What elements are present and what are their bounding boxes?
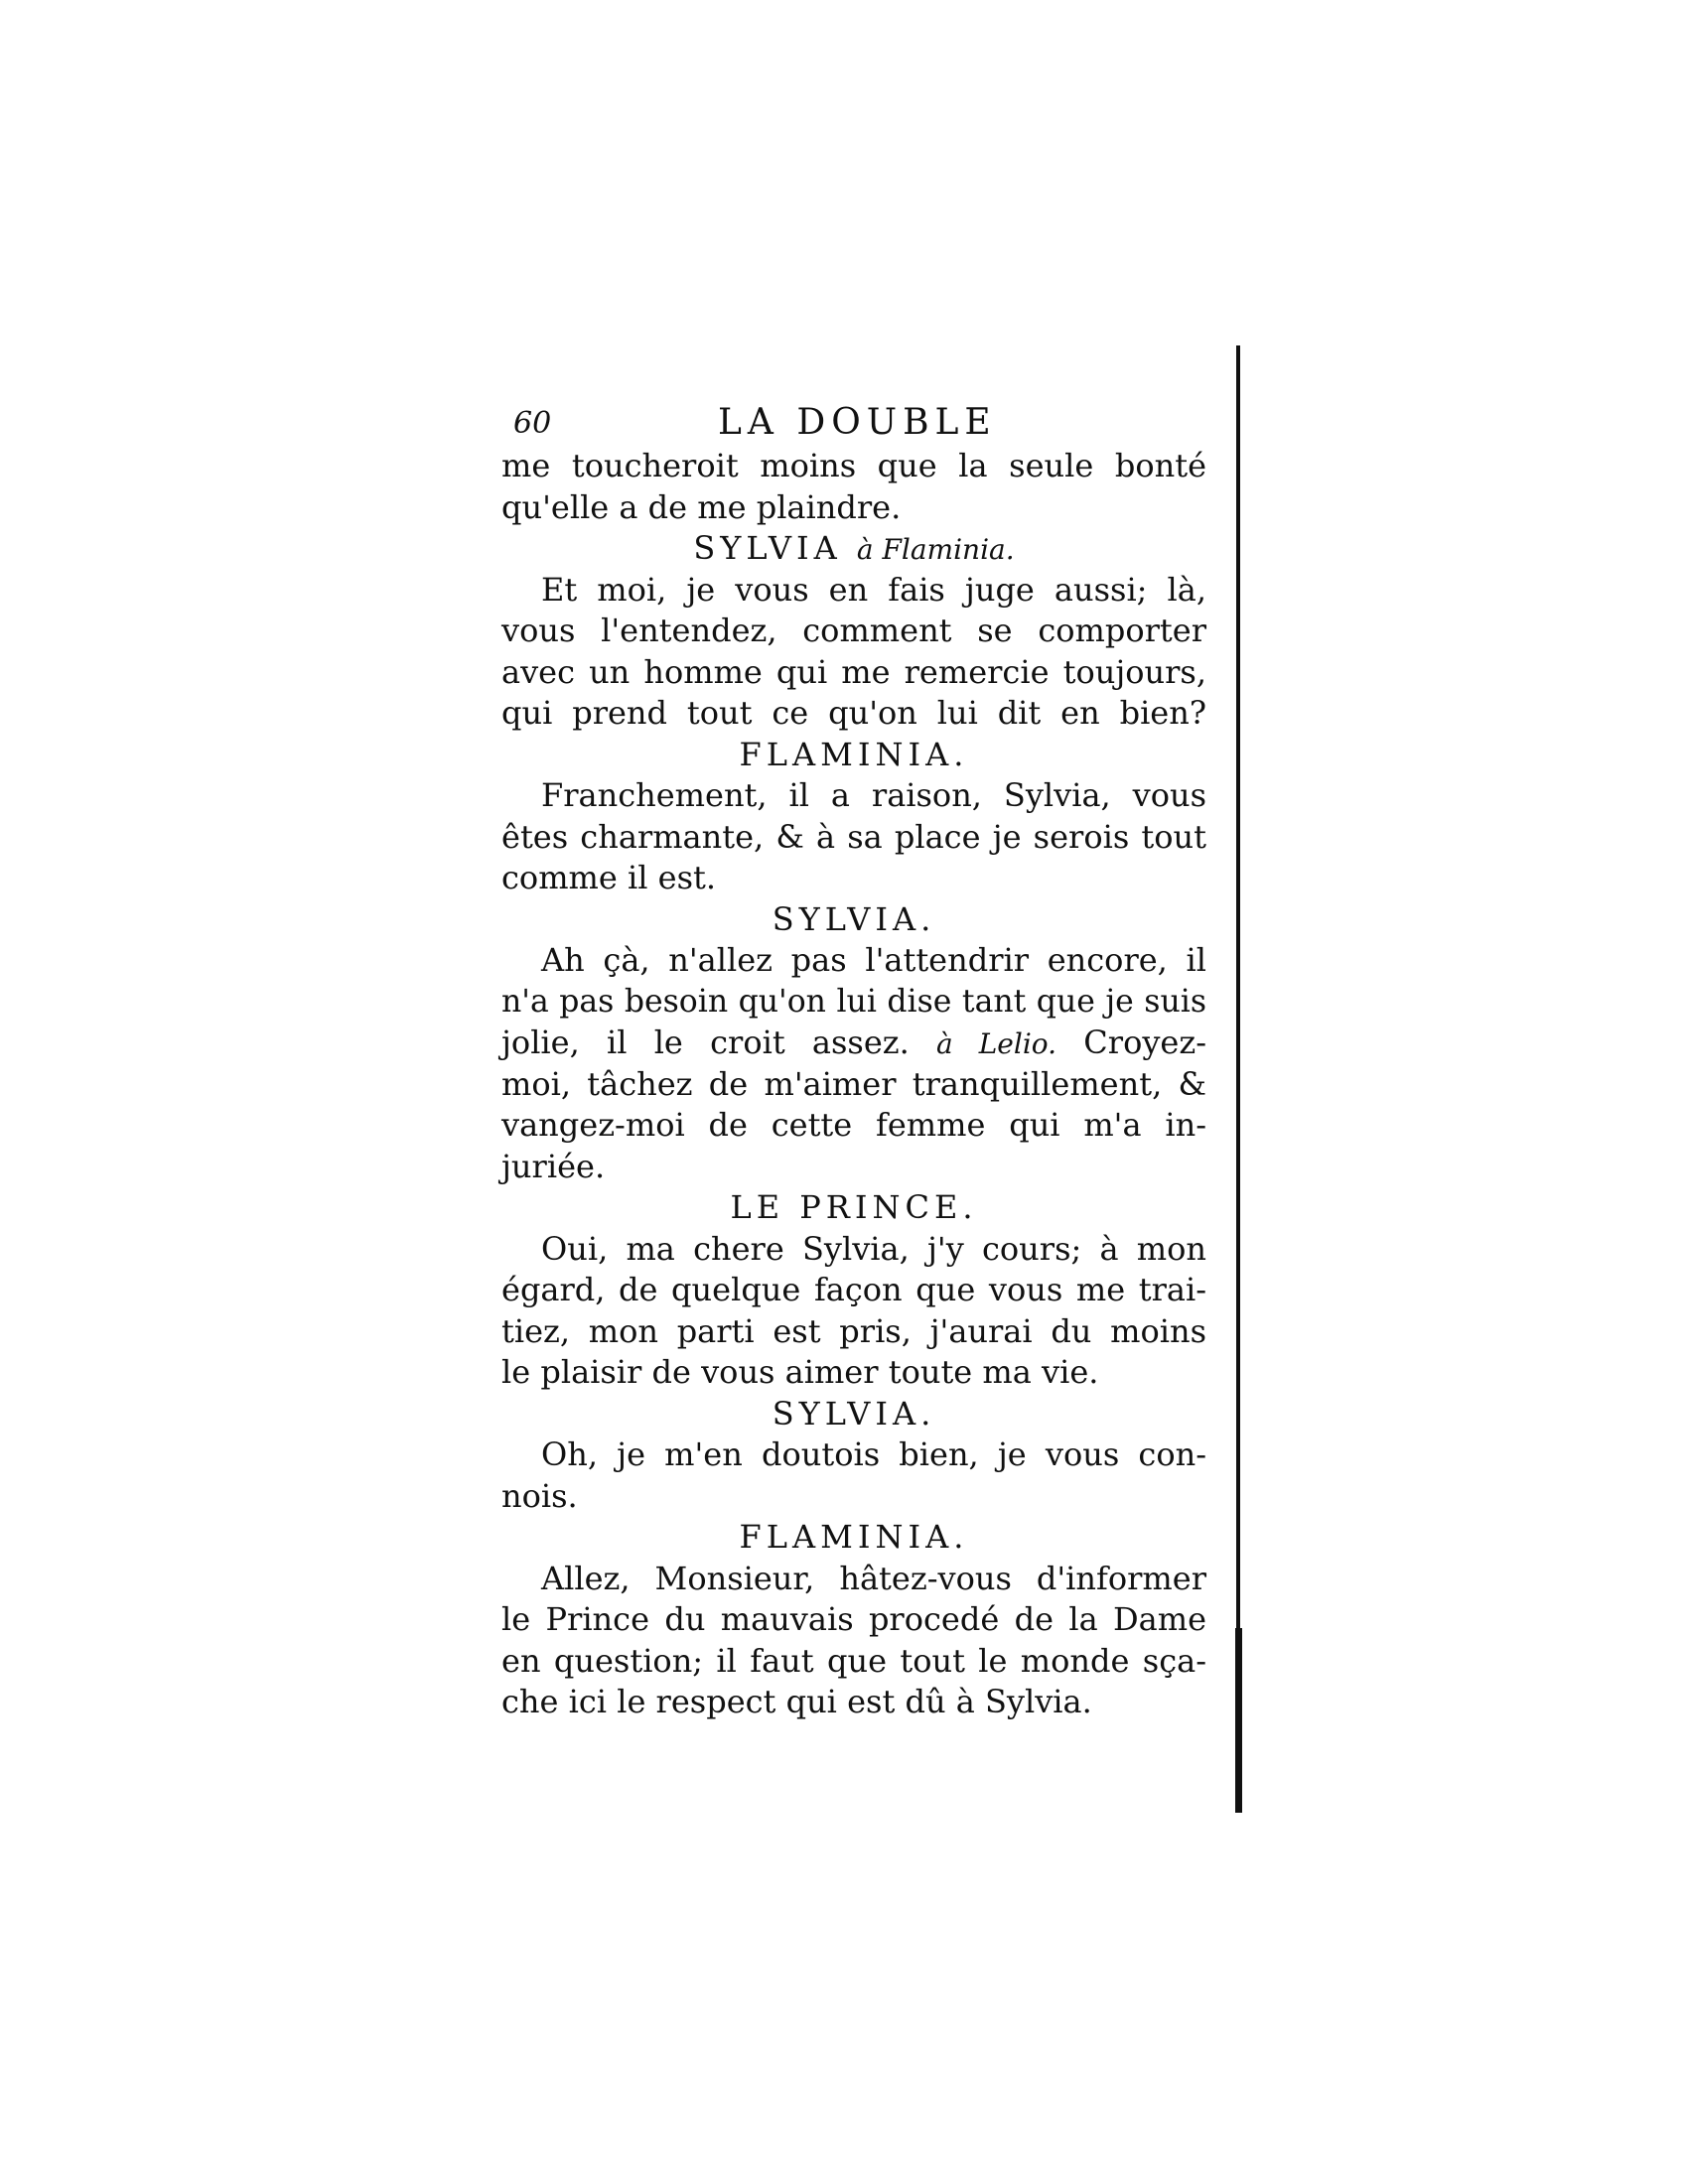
speaker-heading xyxy=(501,1517,1206,1559)
text-line: vous l'entendez, comment se comporter xyxy=(501,612,1206,649)
text-line: Et moi, je vous en fais juge aussi; là, xyxy=(541,570,1206,609)
text-line: le Prince du mauvais procedé de la Dame xyxy=(501,1600,1206,1638)
text-line: êtes charmante, & à sa place je serois tout xyxy=(501,817,1206,856)
speaker-heading xyxy=(501,1394,1206,1435)
text-line: tiez, mon parti est pris, j'aurai du moins xyxy=(501,1311,1206,1350)
text-line: moi, tâchez de m'aimer tranquillement, & xyxy=(501,1064,1206,1103)
page-text-block xyxy=(501,402,1206,1723)
page-number: 60 xyxy=(513,406,552,441)
text-line: me toucheroit moins que la seule bonté xyxy=(501,447,1206,484)
speaker-name: SYLVIA xyxy=(693,529,842,567)
text-line: Ah çà, n'allez pas l'attendrir encore, il xyxy=(541,941,1206,979)
speaker-heading xyxy=(501,1187,1206,1229)
text-line: che ici le respect qui est dû à Sylvia. xyxy=(501,1683,1092,1720)
stage-direction: à Flaminia. xyxy=(856,533,1015,566)
text-line: nois. xyxy=(501,1476,578,1515)
text-line: Oh, je m'en doutois bien, je vous con- xyxy=(541,1435,1206,1473)
text-line: Oui, ma chere Sylvia, j'y cours; à mon xyxy=(541,1229,1206,1268)
speaker-name: LE PRINCE. xyxy=(730,1188,978,1226)
text-line: comme il est. xyxy=(501,859,717,896)
text-line: en question; il faut que tout le monde sça- xyxy=(501,1641,1206,1680)
text-run: jolie, il le croit assez. xyxy=(501,1024,910,1061)
speaker-name: FLAMINIA. xyxy=(739,735,969,773)
text-line xyxy=(501,1023,1206,1064)
speaker-heading xyxy=(501,899,1206,941)
stage-direction: à Lelio. xyxy=(936,1027,1057,1060)
text-line: Allez, Monsieur, hâtez-vous d'informer xyxy=(541,1559,1206,1597)
text-line: avec un homme qui me remercie toujours, xyxy=(501,652,1206,691)
speaker-name: SYLVIA. xyxy=(772,899,936,938)
page-edge-rule xyxy=(1236,345,1240,1810)
text-line: vangez-moi de cette femme qui m'a in- xyxy=(501,1106,1206,1144)
text-line: juriée. xyxy=(501,1147,606,1185)
speaker-name: SYLVIA. xyxy=(772,1394,936,1433)
text-line: Franchement, il a raison, Sylvia, vous xyxy=(541,776,1206,814)
page-header xyxy=(501,402,1206,446)
speaker-heading xyxy=(501,528,1206,570)
text-line: qui prend tout ce qu'on lui dit en bien? xyxy=(501,694,1206,732)
page-edge-rule-heavy xyxy=(1235,1628,1242,1813)
text-line: le plaisir de vous aimer toute ma vie. xyxy=(501,1353,1099,1391)
speaker-name: FLAMINIA. xyxy=(739,1518,969,1556)
text-line: qu'elle a de me plaindre. xyxy=(501,487,902,526)
text-run: Croyez- xyxy=(1083,1024,1207,1061)
text-line: n'a pas besoin qu'on lui dise tant que je suis xyxy=(501,983,1206,1020)
speaker-heading xyxy=(501,735,1206,776)
running-title: LA DOUBLE xyxy=(718,402,997,443)
text-line: égard, de quelque façon que vous me trai- xyxy=(501,1271,1206,1308)
